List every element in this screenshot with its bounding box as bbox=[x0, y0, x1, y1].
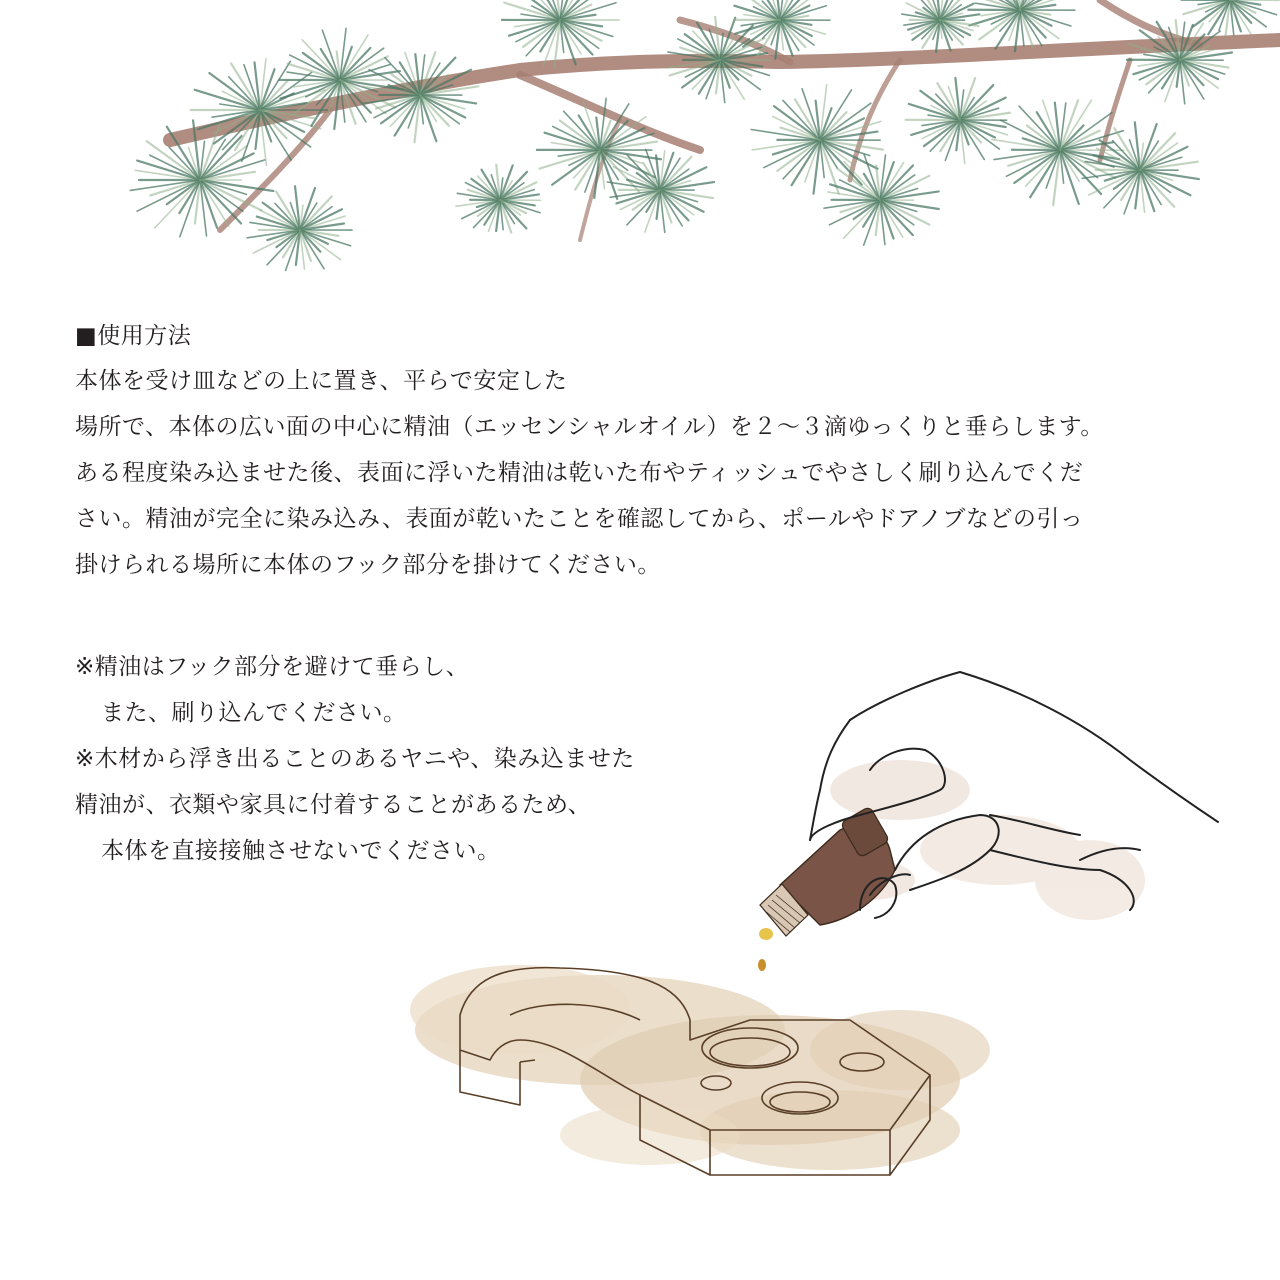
wooden-hook-illustration bbox=[410, 965, 990, 1175]
usage-line-5: 掛けられる場所に本体のフック部分を掛けてください。 bbox=[75, 552, 661, 578]
usage-line-1: 本体を受け皿などの上に置き、平らで安定した bbox=[75, 368, 568, 394]
pine-branch-illustration bbox=[130, 0, 1280, 270]
note-line-2: また、刷り込んでください。 bbox=[101, 700, 407, 726]
hand-dropper-illustration bbox=[758, 672, 1218, 971]
usage-line-2: 場所で、本体の広い面の中心に精油（エッセンシャルオイル）を２～３滴ゆっくりと垂らします。 bbox=[75, 414, 1104, 440]
note-line-5: 本体を直接接触させないでください。 bbox=[101, 838, 501, 864]
note-line-3: ※木材から浮き出ることのあるヤニや、染み込ませた bbox=[75, 746, 635, 772]
note-line-4: 精油が、衣類や家具に付着することがあるため、 bbox=[75, 792, 592, 818]
usage-line-3: ある程度染み込ませた後、表面に浮いた精油は乾いた布やティッシュでやさしく刷り込んでくだ bbox=[75, 460, 1084, 486]
usage-heading: ■使用方法 bbox=[75, 323, 192, 349]
note-line-1: ※精油はフック部分を避けて垂らし、 bbox=[75, 654, 470, 680]
usage-line-4: さい。精油が完全に染み込み、表面が乾いたことを確認してから、ポールやドアノブなどの引っ bbox=[75, 506, 1084, 532]
